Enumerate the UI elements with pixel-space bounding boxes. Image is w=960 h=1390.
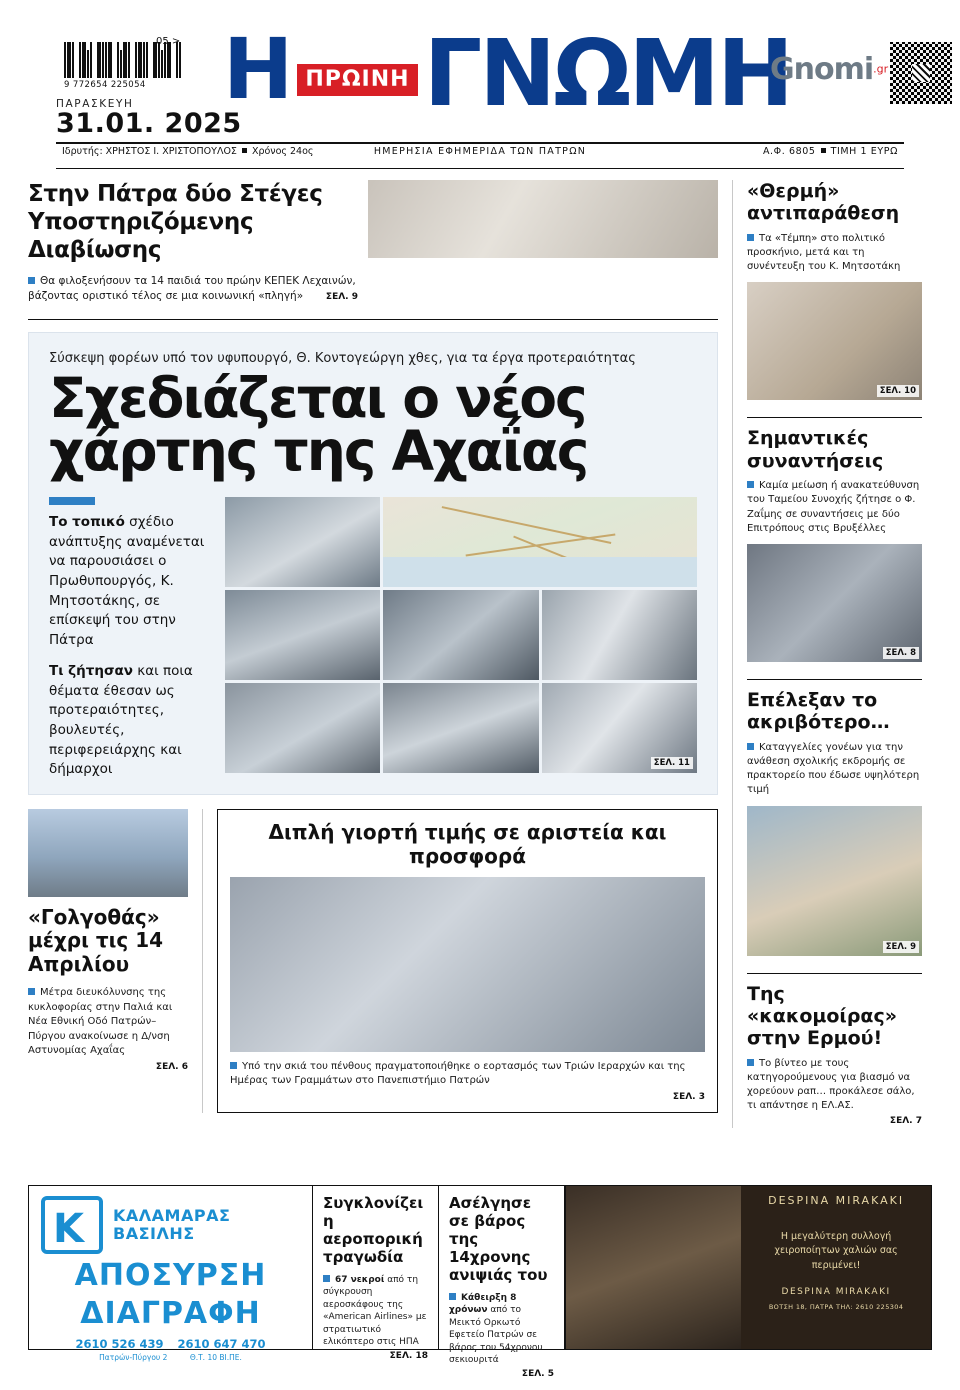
logo-proini: ΠΡΩΙΝΗ [297,64,417,96]
ad-kalamaras-brand [113,1207,230,1244]
lead-para-1-text: σχέδιο ανάπτυξης αναμένεται να παρουσιάσει ο Πρωθυπουργός, Κ. Μητσοτάκης, σε επίσκεψή του στην Πάτρα [49,514,205,648]
ad-despina-photo [566,1186,741,1349]
lead-para-2 [49,662,209,779]
ad-kalamaras-phones[interactable] [41,1337,300,1351]
founder-text: Ιδρυτής: ΧΡΗΣΤΟΣ Ι. ΧΡΙΣΤΟΠΟΥΛΟΣ [62,146,237,157]
website-tld: .gr [873,62,889,76]
bullet-icon [747,1059,754,1066]
right-article-3-headline: Επέλεξαν το ακριβότερο… [747,688,890,734]
teaser-photo [368,180,718,258]
barcode-number: 9 772654 225054 [64,80,146,90]
website-logo[interactable] [770,52,888,87]
lead-photo-4 [542,590,697,680]
lead-text [49,497,209,779]
masthead [28,0,932,157]
ad-despina-address: ΒΟΤΣΗ 18, ΠΑΤΡΑ ΤΗΛ: 2610 225304 [768,1302,904,1311]
lead-photo-3 [383,590,538,680]
column-divider [732,180,733,1128]
ad-despina-copy: Η μεγαλύτερη συλλογή χειροποίητων χαλιών σας περιμένει! [774,1231,898,1271]
bottom-right-article[interactable] [217,809,718,1113]
teaser-article[interactable] [28,180,718,315]
footer-article-2-kicker-bold: Κάθειρξη 8 χρόνων [449,1293,517,1316]
divider [747,973,922,974]
lead-overline: Σύσκεψη φορέων υπό τον υφυπουργό, Θ. Κοντογεώργη χθες, για τα έργα προτεραιότητας [49,350,636,366]
right-article-1-page-ref: ΣΕΛ. 10 [877,385,919,397]
right-article-4-headline: Της «κακομοίρας» στην Ερμού! [747,982,898,1050]
footer-article-1-kicker-text: από τη σύγκρουση αεροσκάφους της «American Airlines» με στρατιωτικό ελικόπτερο στις ΗΠΑ [323,1275,427,1348]
bullet-icon [28,277,35,284]
right-article-4-page-ref: ΣΕΛ. 7 [889,1116,922,1127]
right-article-3-kicker-text: Καταγγελίες γονέων για την ανάθεση σχολικής εκδρομής σε πρακτορείο που έδωσε υψηλότερη τιμή [747,741,920,796]
footer-article-1-headline: Συγκλονίζει η αεροπορική τραγωδία [323,1194,424,1266]
issue-number: Α.Φ. 6805 [762,146,816,157]
right-article-3-kicker [747,741,922,798]
right-article-2-page-ref: ΣΕΛ. 8 [883,647,919,659]
right-article-1-headline: «Θερμή» αντιπαράθεση [747,180,900,225]
website-name: Gnomi [770,52,874,87]
ad-phone-1[interactable]: 2610 526 439 [75,1337,164,1351]
left-column [28,180,718,1128]
bullet-icon [747,743,754,750]
right-article-4[interactable] [747,982,922,1127]
footer-article-2[interactable] [439,1185,565,1380]
right-article-3-photo [747,806,922,956]
lead-photo-6 [383,683,538,773]
bottom-right-kicker-text: Υπό την σκιά του πένθους πραγματοποιήθηκε ο εορτασμός των Τριών Ιεραρχών και της Ημέρας των Γραμμάτων στο Πανεπιστήμιο Πατρών [230,1060,686,1087]
founder-line [62,146,313,157]
bottom-row [28,809,718,1113]
bottom-right-photo [230,877,705,1052]
accent-bar [49,497,95,505]
ad-phone-2[interactable]: 2610 647 470 [177,1337,266,1351]
qr-code-icon[interactable] [890,42,952,104]
right-article-1-kicker-text: Τα «Τέμπη» στο πολιτικό προσκήνιο, μετά και τη συνέντευξη του Κ. Μητσοτάκη [747,232,901,273]
bullet-icon [449,1293,456,1300]
bottom-left-photo [28,809,188,897]
teaser-headline: Στην Πάτρα δύο Στέγες Υποστηριζόμενης Διαβίωσης [28,181,323,264]
ad-kalamaras-logo [41,1196,300,1254]
lead-body [49,497,697,779]
ad-kalamaras-brand-line2: ΒΑΣΙΛΗΣ [113,1224,195,1243]
ad-kalamaras-headline2: ΔΙΑΓΡΑΦΗ [80,1295,261,1331]
ad-kalamaras-headline1: ΑΠΟΣΥΡΣΗ [74,1258,267,1293]
barcode [64,40,194,90]
lead-page-ref: ΣΕΛ. 11 [651,757,693,769]
teaser-text [28,180,358,305]
right-article-1[interactable] [747,180,922,408]
lead-para-1-bold: Το τοπικό [49,514,125,531]
kalamaras-mark-icon [41,1196,103,1254]
date-block [56,98,242,138]
divider [747,417,922,418]
ad-despina-text [741,1186,931,1349]
content-columns [28,180,932,1128]
bottom-right-page-ref: ΣΕΛ. 3 [672,1091,705,1102]
map-water [383,557,697,588]
price: ΤΙΜΗ 1 ΕΥΡΩ [830,146,898,157]
newspaper-logo [223,20,791,127]
right-article-1-kicker [747,232,922,275]
bottom-left-kicker-text: Μέτρα διευκόλυνσης της κυκλοφορίας στην Παλιά και Νέα Εθνική Οδό Πατρών–Πύργου ανακοίνωσε η Δ/νση Αστυνομίας Αχαΐας [28,987,173,1057]
right-article-3[interactable] [747,689,922,964]
lead-para-2-text: και ποια θέματα έθεσαν ως προτεραιότητες, βουλευτές, περιφερειάρχης και δήμαρχοι [49,663,193,778]
ad-address-2: Θ.Τ. 10 ΒΙ.ΠΕ. [189,1353,242,1362]
lead-headline-line1: Σχεδιάζεται ο νέος [49,365,586,430]
footer-article-1-page-ref: ΣΕΛ. 18 [389,1351,428,1362]
lead-article[interactable] [28,332,718,795]
logo-gnomi: ΓΝΩΜΗ [423,20,791,127]
bottom-left-page-ref: ΣΕΛ. 6 [155,1061,188,1072]
bullet-icon [28,988,35,995]
divider [202,809,203,1113]
issue-price-line [763,146,898,157]
ad-despina-brand-top: DESPINA MIRAKAKI [768,1194,905,1207]
ad-kalamaras[interactable] [28,1185,313,1362]
bottom-left-kicker [28,986,188,1072]
bottom-left-headline: «Γολγοθάς» μέχρι τις 14 Απριλίου [28,904,164,976]
footer-article-2-page-ref: ΣΕΛ. 5 [521,1369,554,1380]
bottom-left-article[interactable] [28,809,188,1113]
right-article-4-kicker [747,1057,922,1127]
right-article-2-headline: Σημαντικές συναντήσεις [747,427,884,472]
lead-photo-grid [225,497,697,779]
years-text: Χρόνος 24ος [251,146,314,157]
lead-para-1 [49,513,209,650]
masthead-rule-bottom [56,168,904,169]
logo-hi: Η [223,20,292,118]
right-article-1-photo [747,282,922,400]
bottom-right-headline: Διπλή γιορτή τιμής σε αριστεία και προσφορά [268,819,667,868]
lead-map-photo [383,497,697,587]
right-article-2-kicker-text: Καμία μείωση ή ανακατεύθυνση του Ταμείου Συνοχής ζήτησε ο Φ. Ζαΐμης σε συναντήσεις με δύο Επιτρόπους στις Βρυξέλλες [747,480,920,534]
footer-article-2-headline: Ασέλγησε σε βάρος της 14χρονης ανιψιάς του [449,1194,548,1284]
ad-despina-signature: DESPINA MIRAKAKI [781,1286,891,1297]
weekday: ΠΑΡΑΣΚΕΥΗ [56,98,134,110]
ad-address-1: Πατρών-Πύργου 2 [99,1353,168,1362]
lead-headline-line2: χάρτης της Αχαΐας [49,419,588,484]
ad-kalamaras-brand-line1: ΚΑΛΑΜΑΡΑΣ [113,1205,231,1225]
masthead-rule-top [56,142,904,144]
bullet-icon [323,1275,330,1282]
right-article-4-kicker-text: Το βίντεο με τους κατηγορούμενους για βιασμό να χορεύουν ραπ… προκάλεσε σάλο, τι απάντησε η ΕΛ.ΑΣ. [747,1057,915,1112]
footer-article-2-kicker-text: από το Μεικτό Ορκωτό Εφετείο Πατρών σε βάρος του 54χρονου σεκιουριτά [449,1305,543,1366]
lead-photo-5 [225,683,380,773]
footer-article-2-kicker [449,1292,554,1380]
bullet-icon [747,234,754,241]
right-article-2-photo [747,544,922,662]
teaser-kicker-text: Θα φιλοξενήσουν τα 14 παιδιά του πρώην ΚΕΠΕΚ Λεχαινών, βάζοντας οριστικό τέλος σε μια κοινωνική «πληγή» [28,275,356,303]
teaser-page-ref: ΣΕΛ. 9 [325,292,358,303]
date: 31.01. 2025 [56,108,242,139]
issue-mark: 05 > [156,36,181,47]
bullet-icon [230,1062,237,1069]
footer-article-1[interactable] [313,1185,439,1362]
bullet-icon [747,481,754,488]
ad-despina-mirakaki[interactable] [565,1185,932,1350]
ad-kalamaras-address [41,1353,300,1362]
footer-ads [28,1185,932,1380]
lead-photo-7 [542,683,697,773]
footer-article-1-kicker [323,1274,428,1362]
teaser-kicker [28,274,358,304]
divider [28,319,718,320]
divider [747,679,922,680]
lead-para-2-bold: Τι ζήτησαν [49,663,133,680]
footer-article-1-kicker-bold: 67 νεκροί [335,1275,385,1285]
lead-photo-2 [225,590,380,680]
right-article-3-page-ref: ΣΕΛ. 9 [883,941,919,953]
right-article-2-kicker [747,479,922,536]
right-column [747,180,922,1128]
bottom-right-kicker [230,1060,705,1102]
subtitle: ΗΜΕΡΗΣΙΑ ΕΦΗΜΕΡΙΔΑ ΤΩΝ ΠΑΤΡΩΝ [373,146,587,157]
lead-photo-1 [225,497,380,587]
right-article-2[interactable] [747,427,922,670]
